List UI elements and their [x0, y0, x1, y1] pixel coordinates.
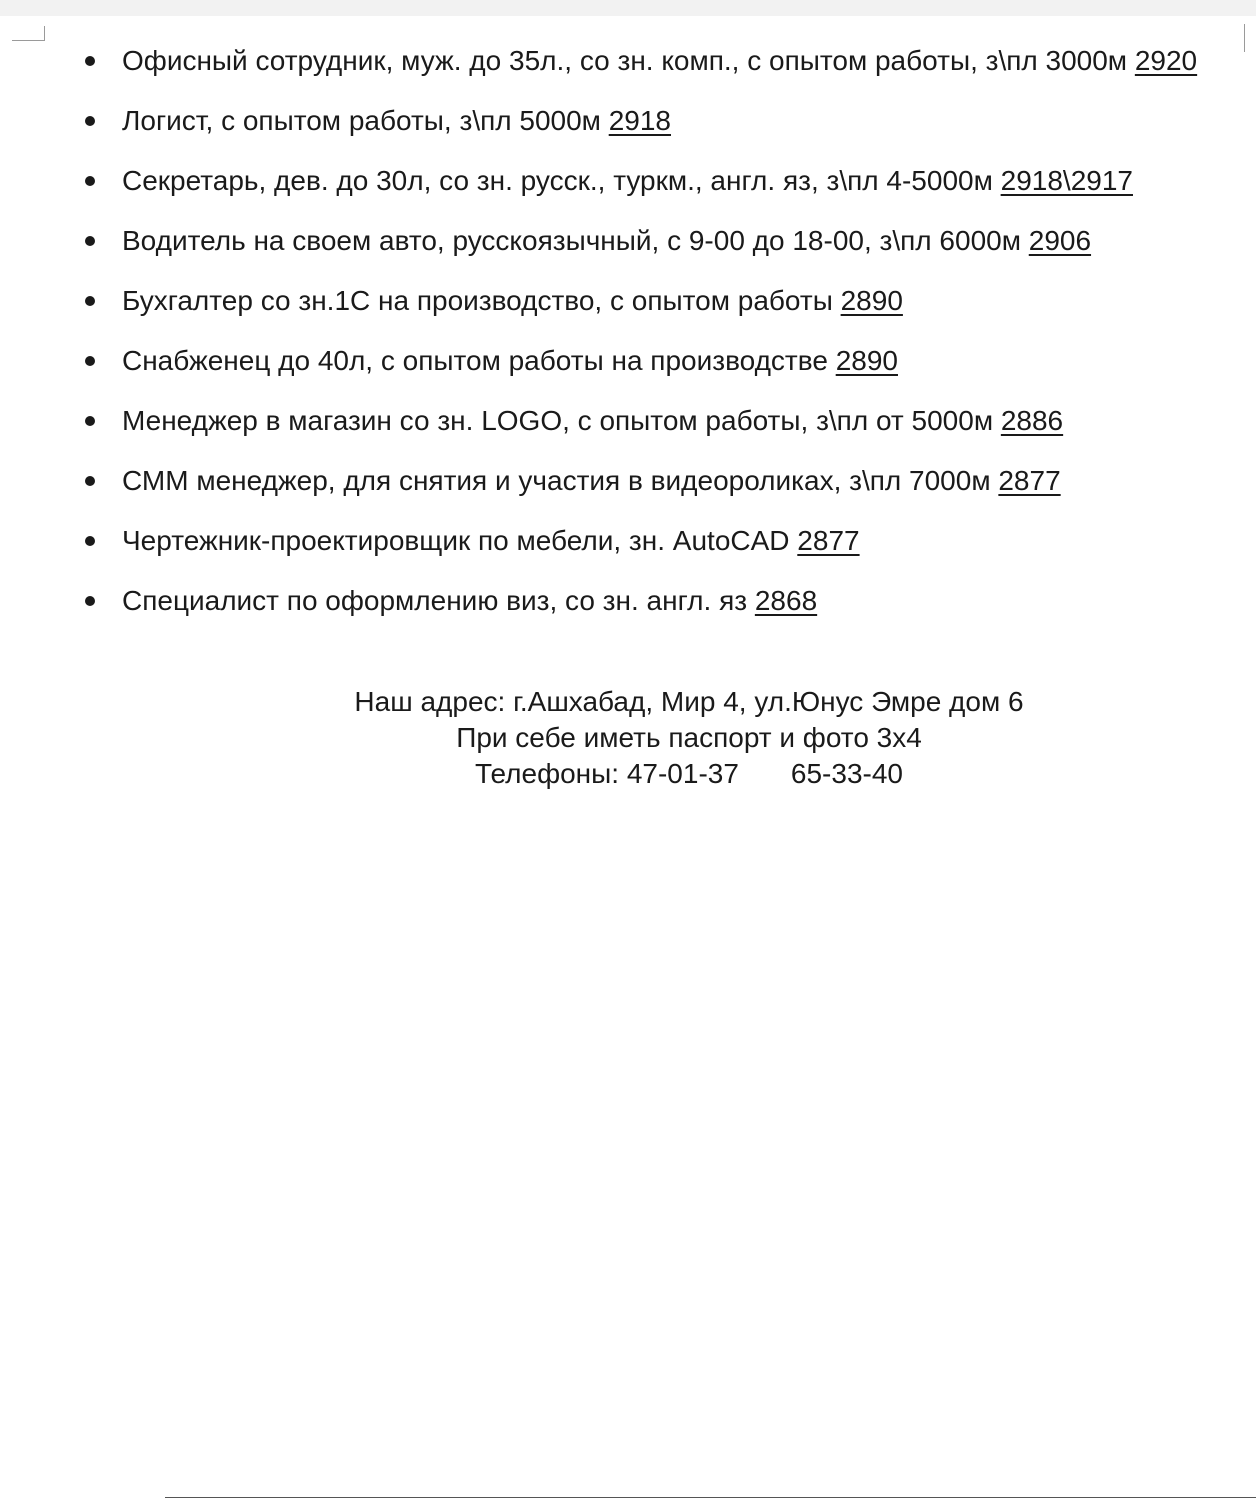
vacancy-text: Секретарь, дев. до 30л, со зн. русск., туркм., англ. яз, з\пл 4-5000м — [122, 165, 993, 196]
vacancy-code: 2906 — [1028, 225, 1092, 256]
vacancy-item — [0, 520, 1256, 561]
phones-line — [122, 756, 1256, 792]
page-bottom-rule — [165, 1497, 1256, 1498]
vacancy-item — [0, 580, 1256, 621]
vacancy-item — [0, 400, 1256, 441]
page-edge — [0, 16, 1256, 26]
vacancy-text: Логист, с опытом работы, з\пл 5000м — [122, 105, 601, 136]
vacancy-code: 2890 — [835, 345, 898, 376]
vacancy-item — [0, 160, 1256, 201]
contact-block — [122, 684, 1256, 792]
vacancy-list — [0, 40, 1256, 640]
vacancy-code: 2918 — [608, 105, 671, 136]
viewer-top-band — [0, 0, 1256, 16]
phone-second: 65-33-40 — [790, 758, 903, 789]
vacancy-item — [0, 100, 1256, 141]
vacancy-code: 2877 — [797, 525, 860, 556]
vacancy-text: Водитель на своем авто, русскоязычный, с 9-00 до 18-00, з\пл 6000м — [122, 225, 1021, 256]
vacancy-text: Специалист по оформлению виз, со зн. англ. яз — [122, 585, 748, 616]
vacancy-text: Снабженец до 40л, с опытом работы на производстве — [122, 345, 828, 376]
vacancy-code: 2868 — [754, 585, 818, 616]
vacancy-item — [0, 340, 1256, 381]
vacancy-text: Менеджер в магазин со зн. LOGO, с опытом работы, з\пл от 5000м — [122, 405, 994, 436]
vacancy-text: Бухгалтер со зн.1С на производство, с опытом работы — [122, 285, 833, 316]
address-line: Наш адрес: г.Ашхабад, Мир 4, ул.Юнус Эмре дом 6 — [354, 686, 1024, 717]
vacancy-item — [0, 40, 1256, 81]
vacancy-item — [0, 280, 1256, 321]
vacancy-code: 2886 — [1000, 405, 1064, 436]
vacancy-code: 2918\2917 — [1000, 165, 1133, 196]
page-corner-marker-left — [12, 26, 45, 41]
vacancy-text: Чертежник-проектировщик по мебели, зн. AutoCAD — [122, 525, 790, 556]
phones-label: Телефоны: 47-01-37 — [474, 758, 739, 789]
vacancy-text: Офисный сотрудник, муж. до 35л., со зн. комп., с опытом работы, з\пл 3000м — [122, 45, 1128, 76]
vacancy-item — [0, 460, 1256, 501]
documents-line: При себе иметь паспорт и фото 3х4 — [456, 722, 922, 753]
vacancy-code: 2920 — [1134, 45, 1198, 76]
vacancy-code: 2877 — [998, 465, 1061, 496]
vacancy-item — [0, 220, 1256, 261]
vacancy-code: 2890 — [840, 285, 903, 316]
vacancy-text: СММ менеджер, для снятия и участия в видеороликах, з\пл 7000м — [122, 465, 991, 496]
